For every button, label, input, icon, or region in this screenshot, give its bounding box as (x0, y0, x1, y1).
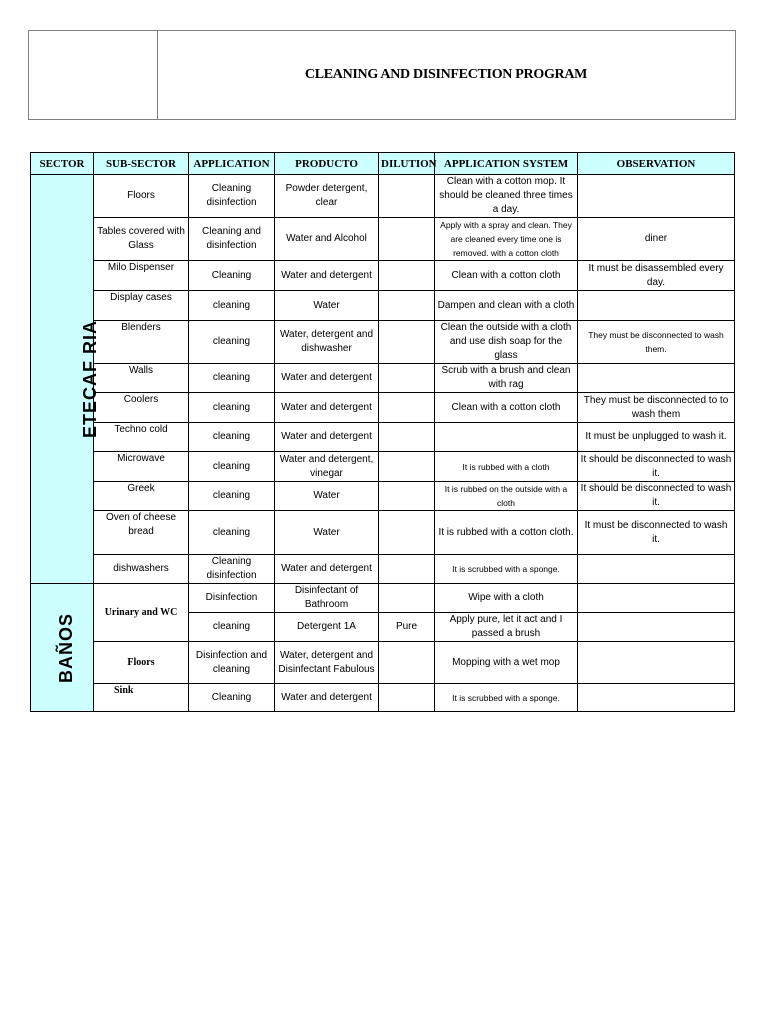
application-system-cell: It is rubbed with a cloth (435, 452, 578, 482)
table-row (31, 321, 735, 364)
column-header: OBSERVATION (578, 153, 735, 175)
dilution-cell (379, 511, 435, 555)
table-row (31, 555, 735, 584)
observation-cell: It should be disconnected to wash it. (578, 482, 735, 511)
sector-label: ETECAF RIA (80, 320, 100, 438)
table-row (31, 291, 735, 321)
application-system-cell: Wipe with a cloth (435, 584, 578, 613)
product-cell: Water, detergent and Disinfectant Fabulous (275, 642, 379, 684)
product-cell: Powder detergent, clear (275, 175, 379, 218)
table-row (31, 511, 735, 555)
application-cell: cleaning (189, 511, 275, 555)
application-cell: cleaning (189, 452, 275, 482)
observation-cell (578, 291, 735, 321)
table-row (31, 642, 735, 684)
header-row (31, 153, 735, 175)
column-header: SUB-SECTOR (94, 153, 189, 175)
product-cell: Water, detergent and dishwasher (275, 321, 379, 364)
column-header: PRODUCTO (275, 153, 379, 175)
observation-cell: It should be disconnected to wash it. (578, 452, 735, 482)
sub-sector-cell: Microwave (94, 452, 189, 482)
observation-cell (578, 642, 735, 684)
column-header: SECTOR (31, 153, 94, 175)
observation-cell (578, 175, 735, 218)
product-cell: Water and detergent (275, 364, 379, 393)
sub-sector-cell: dishwashers (94, 555, 189, 584)
sub-sector-cell: Blenders (94, 321, 189, 364)
product-cell: Water and detergent (275, 261, 379, 291)
sector-cell-banos (31, 584, 94, 712)
product-cell: Water and detergent (275, 423, 379, 452)
sub-sector-cell: Display cases (94, 291, 189, 321)
application-cell: cleaning (189, 423, 275, 452)
application-system-cell: Clean with a cotton mop. It should be cleaned three times a day. (435, 175, 578, 218)
observation-cell (578, 364, 735, 393)
application-cell: cleaning (189, 364, 275, 393)
application-system-cell: It is scrubbed with a sponge. (435, 684, 578, 712)
dilution-cell (379, 321, 435, 364)
application-system-cell: It is scrubbed with a sponge. (435, 555, 578, 584)
table-row (31, 584, 735, 613)
application-system-cell: Mopping with a wet mop (435, 642, 578, 684)
product-cell: Water and detergent (275, 555, 379, 584)
logo-placeholder (29, 31, 158, 119)
table-row (31, 175, 735, 218)
dilution-cell (379, 364, 435, 393)
sub-sector-cell: Sink (94, 684, 189, 712)
observation-cell (578, 613, 735, 642)
observation-cell: diner (578, 218, 735, 261)
observation-cell: They must be disconnected to to wash them (578, 393, 735, 423)
dilution-cell: Pure (379, 613, 435, 642)
table-row (31, 261, 735, 291)
dilution-cell (379, 261, 435, 291)
sub-sector-cell: Greek (94, 482, 189, 511)
product-cell: Water and Alcohol (275, 218, 379, 261)
application-cell: cleaning (189, 321, 275, 364)
dilution-cell (379, 642, 435, 684)
application-cell: Cleaning disinfection (189, 175, 275, 218)
observation-cell: It must be disassembled every day. (578, 261, 735, 291)
application-cell: Cleaning (189, 261, 275, 291)
application-system-cell: Scrub with a brush and clean with rag (435, 364, 578, 393)
product-cell: Water and detergent (275, 393, 379, 423)
product-cell: Water (275, 482, 379, 511)
application-cell: Cleaning disinfection (189, 555, 275, 584)
table-row (31, 482, 735, 511)
dilution-cell (379, 452, 435, 482)
sub-sector-cell: Coolers (94, 393, 189, 423)
application-system-cell: Clean with a cotton cloth (435, 393, 578, 423)
document-header (28, 30, 736, 120)
column-header: APPLICATION (189, 153, 275, 175)
application-system-cell: Clean the outside with a cloth and use dish soap for the glass (435, 321, 578, 364)
application-system-cell: Apply pure, let it act and I passed a brush (435, 613, 578, 642)
sub-sector-cell: Walls (94, 364, 189, 393)
dilution-cell (379, 175, 435, 218)
sub-sector-cell: Oven of cheese bread (94, 511, 189, 555)
application-cell: cleaning (189, 291, 275, 321)
application-system-cell (435, 423, 578, 452)
product-cell: Disinfectant of Bathroom (275, 584, 379, 613)
observation-cell: They must be disconnected to wash them. (578, 321, 735, 364)
application-system-cell: Clean with a cotton cloth (435, 261, 578, 291)
application-cell: cleaning (189, 393, 275, 423)
application-system-cell: Apply with a spray and clean. They are cleaned every time one is removed. with a cotton cloth (435, 218, 578, 261)
observation-cell: It must be disconnected to wash it. (578, 511, 735, 555)
table-row (31, 393, 735, 423)
table-row (31, 684, 735, 712)
application-system-cell: It is rubbed with a cotton cloth. (435, 511, 578, 555)
sub-sector-cell: Floors (94, 642, 189, 684)
sub-sector-cell: Milo Dispenser (94, 261, 189, 291)
observation-cell (578, 684, 735, 712)
dilution-cell (379, 584, 435, 613)
application-system-cell: It is rubbed on the outside with a cloth (435, 482, 578, 511)
application-cell: cleaning (189, 613, 275, 642)
sub-sector-cell: Tables covered with Glass (94, 218, 189, 261)
dilution-cell (379, 684, 435, 712)
sector-cell-cafeteria (31, 175, 100, 584)
sub-sector-cell: Urinary and WC (94, 584, 189, 642)
product-cell: Water (275, 291, 379, 321)
dilution-cell (379, 393, 435, 423)
application-cell: cleaning (189, 482, 275, 511)
application-cell: Disinfection (189, 584, 275, 613)
column-header: DILUTION (379, 153, 435, 175)
observation-cell (578, 584, 735, 613)
table-row (31, 423, 735, 452)
sub-sector-cell: Techno cold (94, 423, 189, 452)
sector-label: BAÑOS (56, 612, 77, 683)
product-cell: Water and detergent (275, 684, 379, 712)
product-cell: Water and detergent, vinegar (275, 452, 379, 482)
observation-cell: It must be unplugged to wash it. (578, 423, 735, 452)
column-header: APPLICATION SYSTEM (435, 153, 578, 175)
page-title: CLEANING AND DISINFECTION PROGRAM (304, 67, 588, 82)
dilution-cell (379, 291, 435, 321)
cleaning-program-table (30, 152, 735, 712)
observation-cell (578, 555, 735, 584)
dilution-cell (379, 423, 435, 452)
table-row (31, 452, 735, 482)
dilution-cell (379, 218, 435, 261)
product-cell: Detergent 1A (275, 613, 379, 642)
sub-sector-cell: Floors (94, 175, 189, 218)
dilution-cell (379, 482, 435, 511)
table-row (31, 364, 735, 393)
dilution-cell (379, 555, 435, 584)
application-cell: Cleaning (189, 684, 275, 712)
application-cell: Cleaning and disinfection (189, 218, 275, 261)
table-row (31, 218, 735, 261)
application-cell: Disinfection and cleaning (189, 642, 275, 684)
product-cell: Water (275, 511, 379, 555)
application-system-cell: Dampen and clean with a cloth (435, 291, 578, 321)
